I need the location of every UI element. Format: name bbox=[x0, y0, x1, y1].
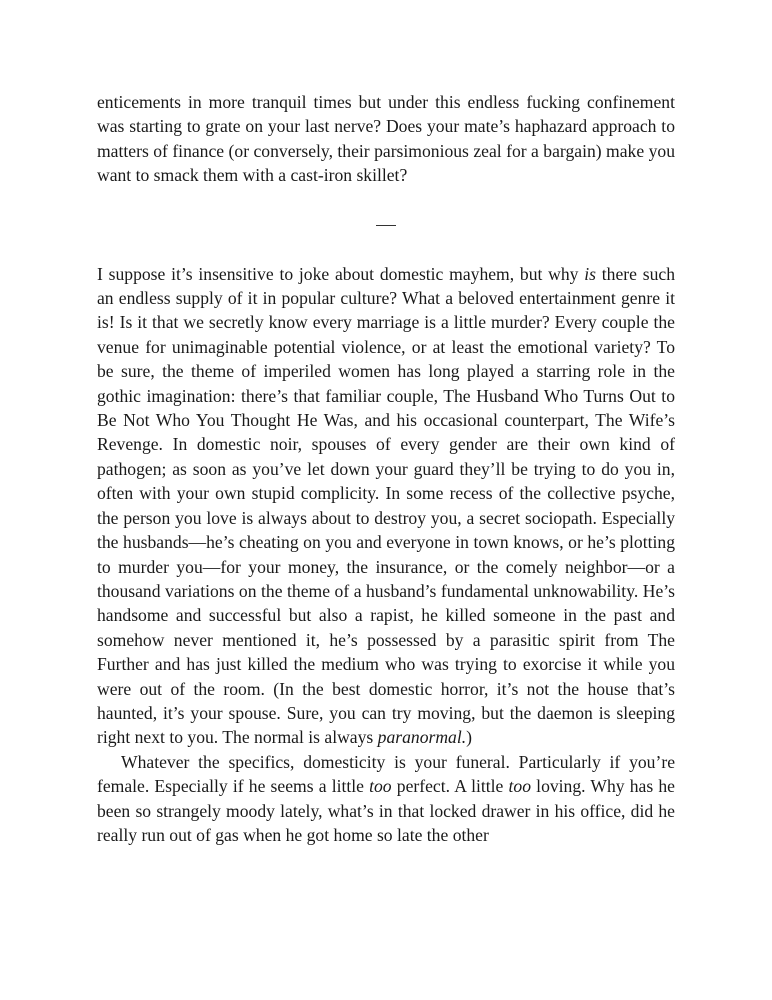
paragraph-3 bbox=[97, 750, 675, 848]
italic-run: too bbox=[508, 776, 532, 797]
text-run: perfect. A little bbox=[391, 776, 509, 797]
page-body bbox=[97, 90, 675, 847]
paragraph-1 bbox=[97, 90, 675, 188]
text-run: I suppose it’s insensitive to joke about domestic mayhem, but why bbox=[97, 263, 585, 284]
paragraph-2 bbox=[97, 262, 675, 750]
section-separator bbox=[97, 212, 675, 236]
text-run: ) bbox=[466, 727, 472, 748]
italic-run: too bbox=[369, 776, 392, 797]
text-run: loving. Why has he been so strangely moody lately, what’s in that locked drawer in his office, did he really run out of gas when he got home so late the other bbox=[97, 776, 675, 845]
text-run: Whatever the specifics, domesticity is your funeral. Particularly if you’re female. Especially if he seems a little bbox=[97, 751, 675, 797]
italic-run: paranormal. bbox=[377, 727, 467, 748]
italic-run: is bbox=[584, 263, 597, 284]
text-run: there such an endless supply of it in popular culture? What a beloved entertainment genre it is! Is it that we secretly know every marriage is a little murder? Every couple the venue for unimaginable potential violence, or at least the emotional variety? To be sure, the theme of imperiled women has long played a starring role in the gothic imagination: there’s that familiar couple, The Husband Who Turns Out to Be Not Who You Thought He Was, and his occasional counterpart, The Wife’s Revenge. In domestic noir, spouses of every gender are their own kind of pathogen; as soon as you’ve let down your guard they’ll be trying to do you in, often with your own stupid complicity. In some recess of the collective psyche, the person you love is always about to destroy you, a secret sociopath. Especially the husbands—he’s cheating on you and everyone in town knows, or he’s plotting to murder you—for your money, the insurance, or the comely neighbor—or a thousand variations on the theme of a husband’s fundamental unknowability. He’s handsome and successful but also a rapist, he killed someone in the past and somehow never mentioned it, he’s possessed by a parasitic spirit from The Further and has just killed the medium who was trying to exorcise it while you were out of the room. (In the best domestic horror, it’s not the house that’s haunted, it’s your spouse. Sure, you can try moving, but the daemon is sleeping right next to you. The normal is always bbox=[97, 263, 675, 748]
separator-dash bbox=[376, 225, 396, 226]
text-run: enticements in more tranquil times but under this endless fucking confinement was starting to grate on your last nerve? Does your mate’s haphazard approach to matters of finance (or conversely, their parsimonious zeal for a bargain) make you want to smack them with a cast-iron skillet? bbox=[97, 92, 675, 186]
